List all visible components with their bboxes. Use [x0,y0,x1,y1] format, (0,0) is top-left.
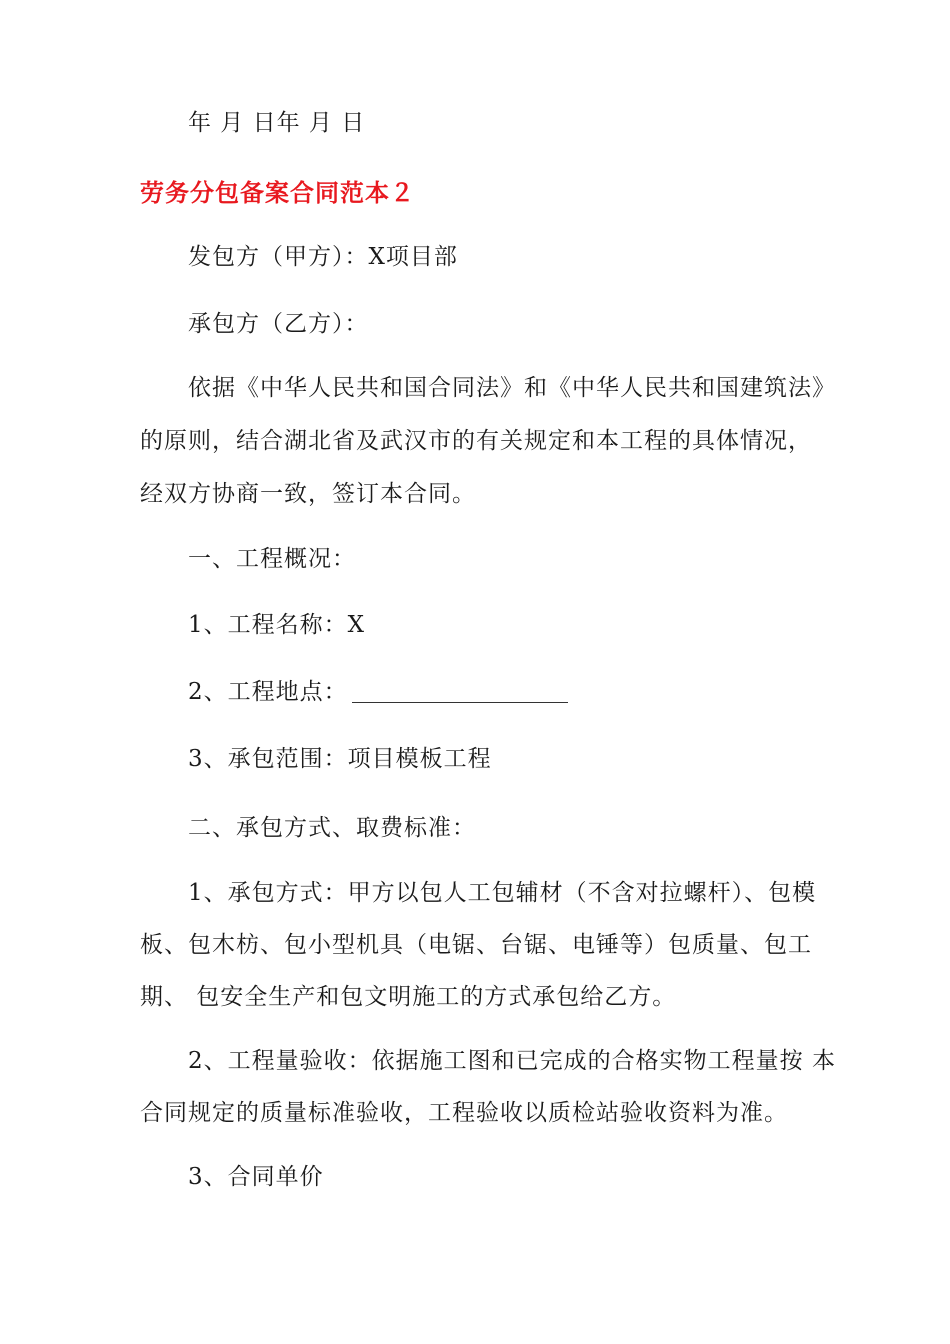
address-blank [352,680,568,703]
intro-line-3: 经双方协商一致，签订本合同。 [140,481,476,507]
section2-item1-line-1: 1、承包方式：甲方以包人工包辅材（不含对拉螺杆）、包模 [188,880,817,906]
section1-heading: 一、工程概况： [188,546,356,572]
section2-item-3: 3、合同单价 [188,1164,324,1190]
section1-item-1: 1、工程名称：X [188,612,366,638]
section2-item1-line-2: 板、包木枋、包小型机具（电锯、台锯、电锤等）包质量、包工 [140,932,812,958]
intro-line-1: 依据《中华人民共和国合同法》和《中华人民共和国建筑法》 [188,375,836,401]
section1-item-2 [188,677,568,707]
party-b-line: 承包方（乙方）： [188,311,369,337]
date-line: 年 月 日年 月 日 [188,110,366,136]
section2-heading: 二、承包方式、取费标准： [188,815,476,841]
intro-line-2: 的原则，结合湖北省及武汉市的有关规定和本工程的具体情况， [140,428,812,454]
section2-item1-line-3: 期、 包安全生产和包文明施工的方式承包给乙方。 [140,984,677,1010]
section1-item-3: 3、承包范围：项目模板工程 [188,746,492,772]
party-a-line: 发包方（甲方）：X项目部 [188,244,458,270]
section2-item2-line-2: 合同规定的质量标准验收，工程验收以质检站验收资料为准。 [140,1100,788,1126]
section1-item-2-label: 2、工程地点： [188,679,348,705]
document-title: 劳务分包备案合同范本２ [140,179,415,207]
section2-item2-line-1: 2、工程量验收：依据施工图和已完成的合格实物工程量按 本 [188,1048,836,1074]
